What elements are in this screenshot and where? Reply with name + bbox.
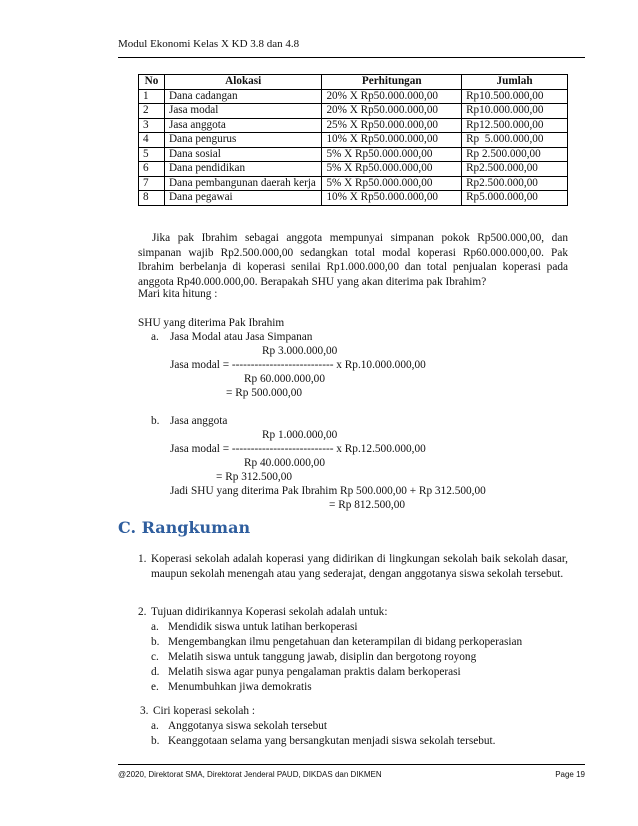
table-cell: 2 (139, 104, 165, 119)
table-cell: 4 (139, 133, 165, 148)
list-marker: a. (151, 621, 159, 633)
list-marker: c. (151, 651, 159, 663)
list-marker: b. (151, 636, 160, 648)
list-item: Melatih siswa agar punya pengalaman praktis dalam berkoperasi (168, 666, 461, 678)
table-cell: Rp2.500.000,00 (462, 162, 568, 177)
table-cell: Dana pembangunan daerah kerja (164, 176, 321, 191)
formula-result: = Rp 312.500,00 (216, 471, 293, 483)
table-row (139, 191, 568, 206)
list-marker: b. (151, 415, 160, 427)
table-cell: Rp 2.500.000,00 (462, 147, 568, 162)
table-cell: 3 (139, 118, 165, 133)
table-header-row (139, 75, 568, 90)
list-item: Mendidik siswa untuk latihan berkoperasi (168, 621, 358, 633)
list-marker: b. (151, 735, 160, 747)
table-cell: Jasa anggota (164, 118, 321, 133)
total-shu-line: Jadi SHU yang diterima Pak Ibrahim Rp 500.000,00 + Rp 312.500,00 (170, 485, 486, 497)
table-row (139, 176, 568, 191)
list-item-text: Koperasi sekolah adalah koperasi yang didirikan di lingkungan sekolah baik sekolah dasar, maupun sekolah menengah atau yang sederajat, dengan anggotanya siswa sekolah tersebut. (151, 553, 568, 580)
table-cell: 5% X Rp50.000.000,00 (322, 176, 462, 191)
table-header-cell: Perhitungan (322, 75, 462, 90)
table-cell: 7 (139, 176, 165, 191)
jasa-anggota-label: Jasa anggota (170, 415, 228, 427)
page-number: Page 19 (555, 770, 585, 779)
header-rule (118, 57, 585, 58)
table-cell: 25% X Rp50.000.000,00 (322, 118, 462, 133)
list-marker: a. (151, 720, 159, 732)
list-item: Mengembangkan ilmu pengetahuan dan keterampilan di bidang perkoperasian (168, 636, 523, 648)
allocation-table (138, 74, 568, 206)
list-marker: e. (151, 681, 159, 693)
formula-result: = Rp 500.000,00 (226, 387, 303, 399)
formula-line: Jasa modal = --------------------------- x Rp.10.000.000,00 (170, 359, 426, 371)
running-header: Modul Ekonomi Kelas X KD 3.8 dan 4.8 (118, 38, 300, 50)
table-row (139, 162, 568, 177)
table-row (139, 104, 568, 119)
list-number: 3. (140, 705, 149, 717)
table-row (139, 118, 568, 133)
footer-rule (118, 764, 585, 765)
solution-title: SHU yang diterima Pak Ibrahim (138, 317, 285, 329)
table-cell: 5% X Rp50.000.000,00 (322, 147, 462, 162)
section-heading: C. Rangkuman (118, 518, 251, 537)
table-cell: Dana pengurus (164, 133, 321, 148)
table-cell: 20% X Rp50.000.000,00 (322, 89, 462, 104)
list-item: Melatih siswa untuk tanggung jawab, disiplin dan bergotong royong (168, 651, 477, 663)
table-header-cell: Alokasi (164, 75, 321, 90)
table-cell: Rp2.500.000,00 (462, 176, 568, 191)
table-cell: Dana sosial (164, 147, 321, 162)
list-marker: d. (151, 666, 160, 678)
table-cell: Rp10.000.000,00 (462, 104, 568, 119)
table-row (139, 89, 568, 104)
table-cell: 1 (139, 89, 165, 104)
calculation-intro: Mari kita hitung : (138, 288, 218, 300)
list-item: Menumbuhkan jiwa demokratis (168, 681, 312, 693)
list-item: Anggotanya siswa sekolah tersebut (168, 720, 328, 732)
table-cell: 6 (139, 162, 165, 177)
table-cell: 5% X Rp50.000.000,00 (322, 162, 462, 177)
table-cell: 20% X Rp50.000.000,00 (322, 104, 462, 119)
summary-item-1 (138, 552, 568, 598)
table-cell: Rp10.500.000,00 (462, 89, 568, 104)
problem-paragraph: Jika pak Ibrahim sebagai anggota mempunyai simpanan pokok Rp500.000,00, dan simpanan wajib Rp2.500.000,00 sedangkan total modal koperasi Rp60.000.000,00. Pak Ibrahim berbelanja di koperasi senilai Rp1.000.000,00 dan total penjualan koperasi pada anggota Rp40.000.000,00. Berapakah SHU yang akan diterima pak Ibrahim? (138, 232, 568, 288)
formula-denominator: Rp 40.000.000,00 (244, 457, 325, 469)
jasa-modal-label: Jasa Modal atau Jasa Simpanan (170, 331, 313, 343)
table-header-cell: No (139, 75, 165, 90)
list-number: 2. (138, 606, 147, 618)
table-cell: Jasa modal (164, 104, 321, 119)
formula-numerator: Rp 1.000.000,00 (262, 429, 338, 441)
list-item: Keanggotaan selama yang bersangkutan menjadi siswa sekolah tersebut. (168, 735, 496, 747)
table-cell: Rp5.000.000,00 (462, 191, 568, 206)
total-shu-result: = Rp 812.500,00 (329, 499, 406, 511)
list-item-text: Tujuan didirikannya Koperasi sekolah adalah untuk: (151, 606, 388, 618)
table-cell: Dana pendidikan (164, 162, 321, 177)
table-row (139, 133, 568, 148)
table-cell: Rp 5.000.000,00 (462, 133, 568, 148)
table-cell: Rp12.500.000,00 (462, 118, 568, 133)
table-cell: 10% X Rp50.000.000,00 (322, 133, 462, 148)
table-header-cell: Jumlah (462, 75, 568, 90)
list-marker: a. (151, 331, 159, 343)
table-cell: Dana cadangan (164, 89, 321, 104)
table-cell: 10% X Rp50.000.000,00 (322, 191, 462, 206)
table-row (139, 147, 568, 162)
footer-copyright: @2020, Direktorat SMA, Direktorat Jenderal PAUD, DIKDAS dan DIKMEN (118, 770, 382, 779)
list-item-text: Ciri koperasi sekolah : (153, 705, 255, 717)
list-number: 1. (138, 553, 147, 565)
table-cell: 8 (139, 191, 165, 206)
formula-denominator: Rp 60.000.000,00 (244, 373, 325, 385)
table-cell: 5 (139, 147, 165, 162)
formula-numerator: Rp 3.000.000,00 (262, 345, 338, 357)
table-cell: Dana pegawai (164, 191, 321, 206)
formula-line: Jasa modal = --------------------------- x Rp.12.500.000,00 (170, 443, 426, 455)
